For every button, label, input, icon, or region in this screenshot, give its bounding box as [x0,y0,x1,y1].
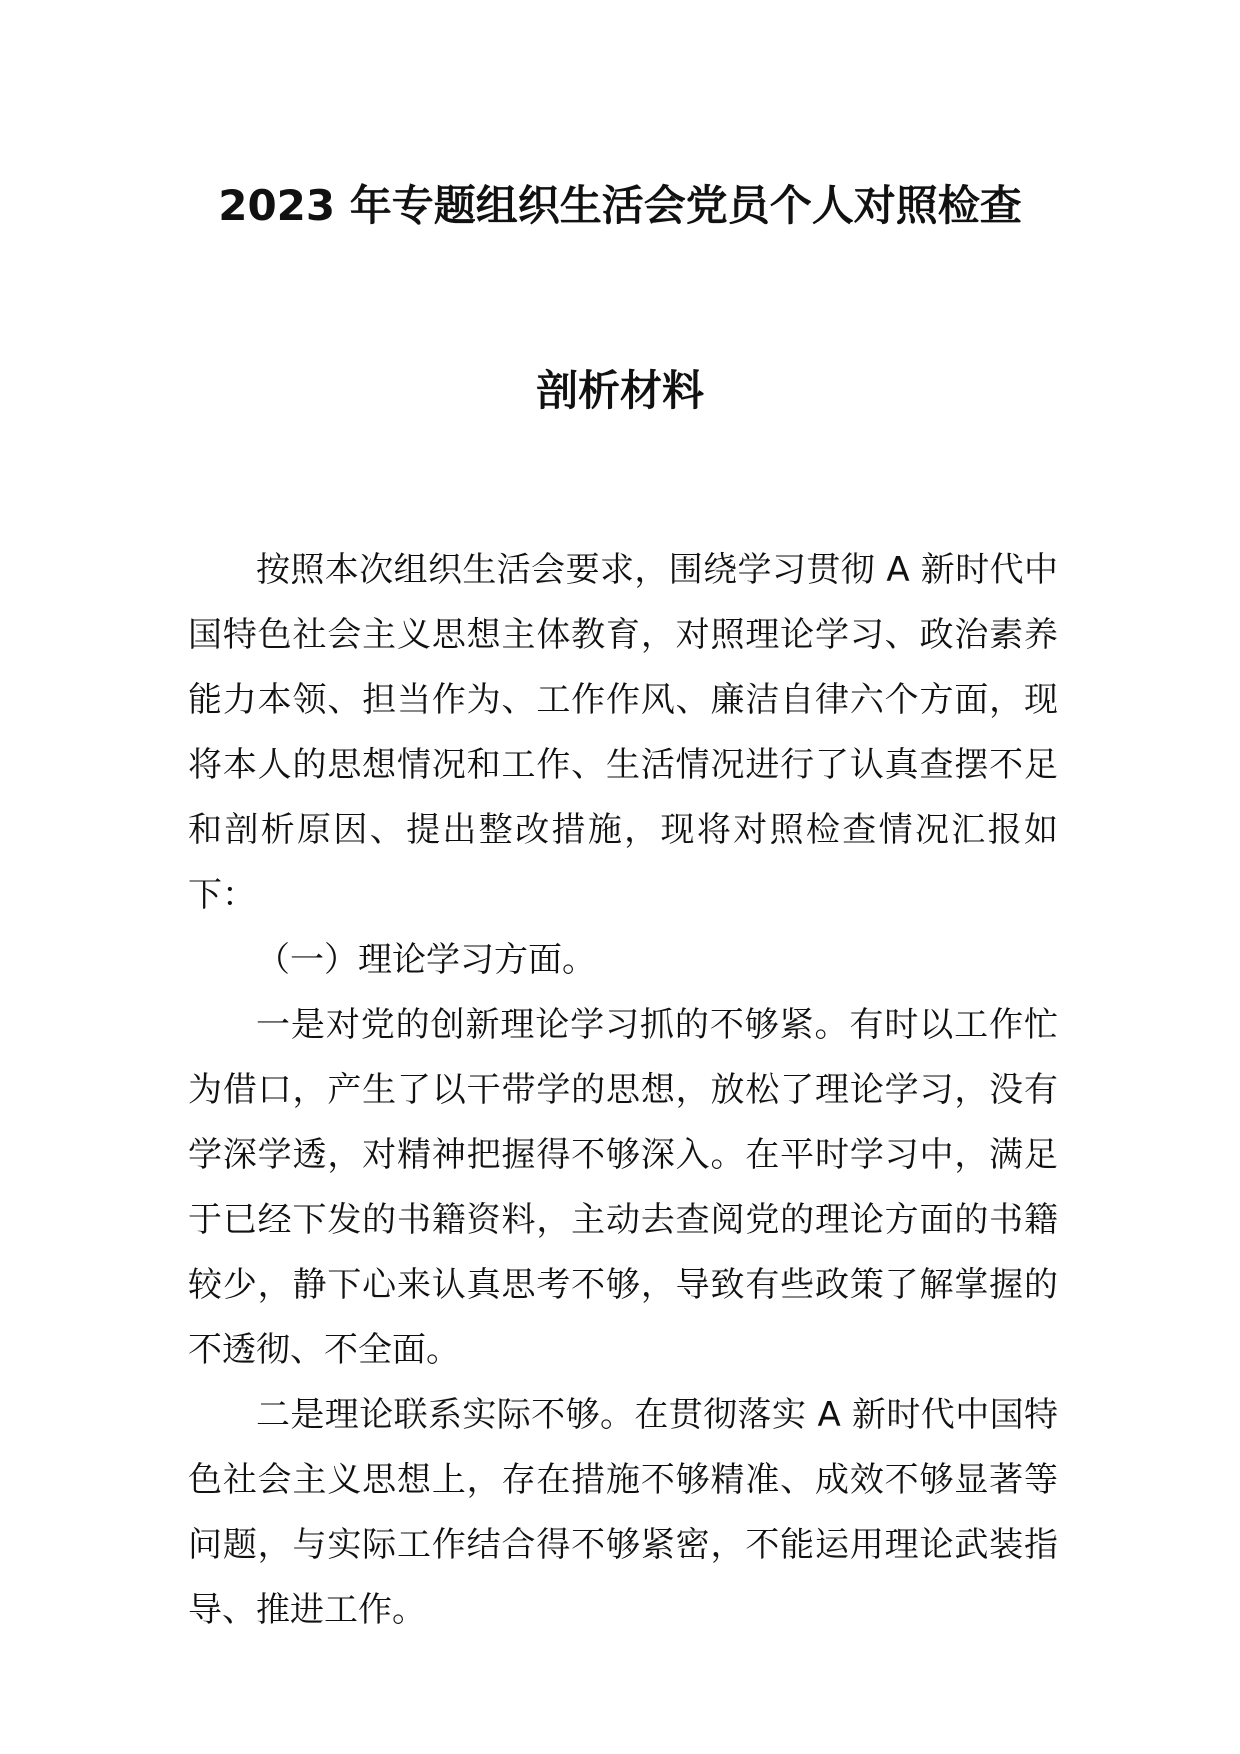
paragraph-point-one: 一是对党的创新理论学习抓的不够紧。有时以工作忙为借口，产生了以干带学的思想，放松了理论学习，没有学深学透，对精神把握得不够深入。在平时学习中，满足于已经下发的书籍资料，主动去查阅党的理论方面的书籍较少，静下心来认真思考不够，导致有些政策了解掌握的不透彻、不全面。 [188,1005,1058,1370]
document-title-line-2: 剖析材料 [535,366,704,415]
document-title-line-1: 2023 年专题组织生活会党员个人对照检查 [218,181,1022,230]
paragraph-point-two: 二是理论联系实际不够。在贯彻落实 A 新时代中国特色社会主义思想上，存在措施不够精准、成效不够显著等问题，与实际工作结合得不够紧密，不能运用理论武装指导、推进工作。 [188,1395,1058,1630]
section-heading-theory-study: （一）理论学习方面。 [256,940,596,980]
document-body [188,538,1058,1643]
intro-paragraph: 按照本次组织生活会要求，围绕学习贯彻 A 新时代中国特色社会主义思想主体教育，对照理论学习、政治素养能力本领、担当作为、工作作风、廉洁自律六个方面，现将本人的思想情况和工作、生活情况进行了认真查摆不足和剖析原因、提出整改措施，现将对照检查情况汇报如下： [188,550,1058,915]
